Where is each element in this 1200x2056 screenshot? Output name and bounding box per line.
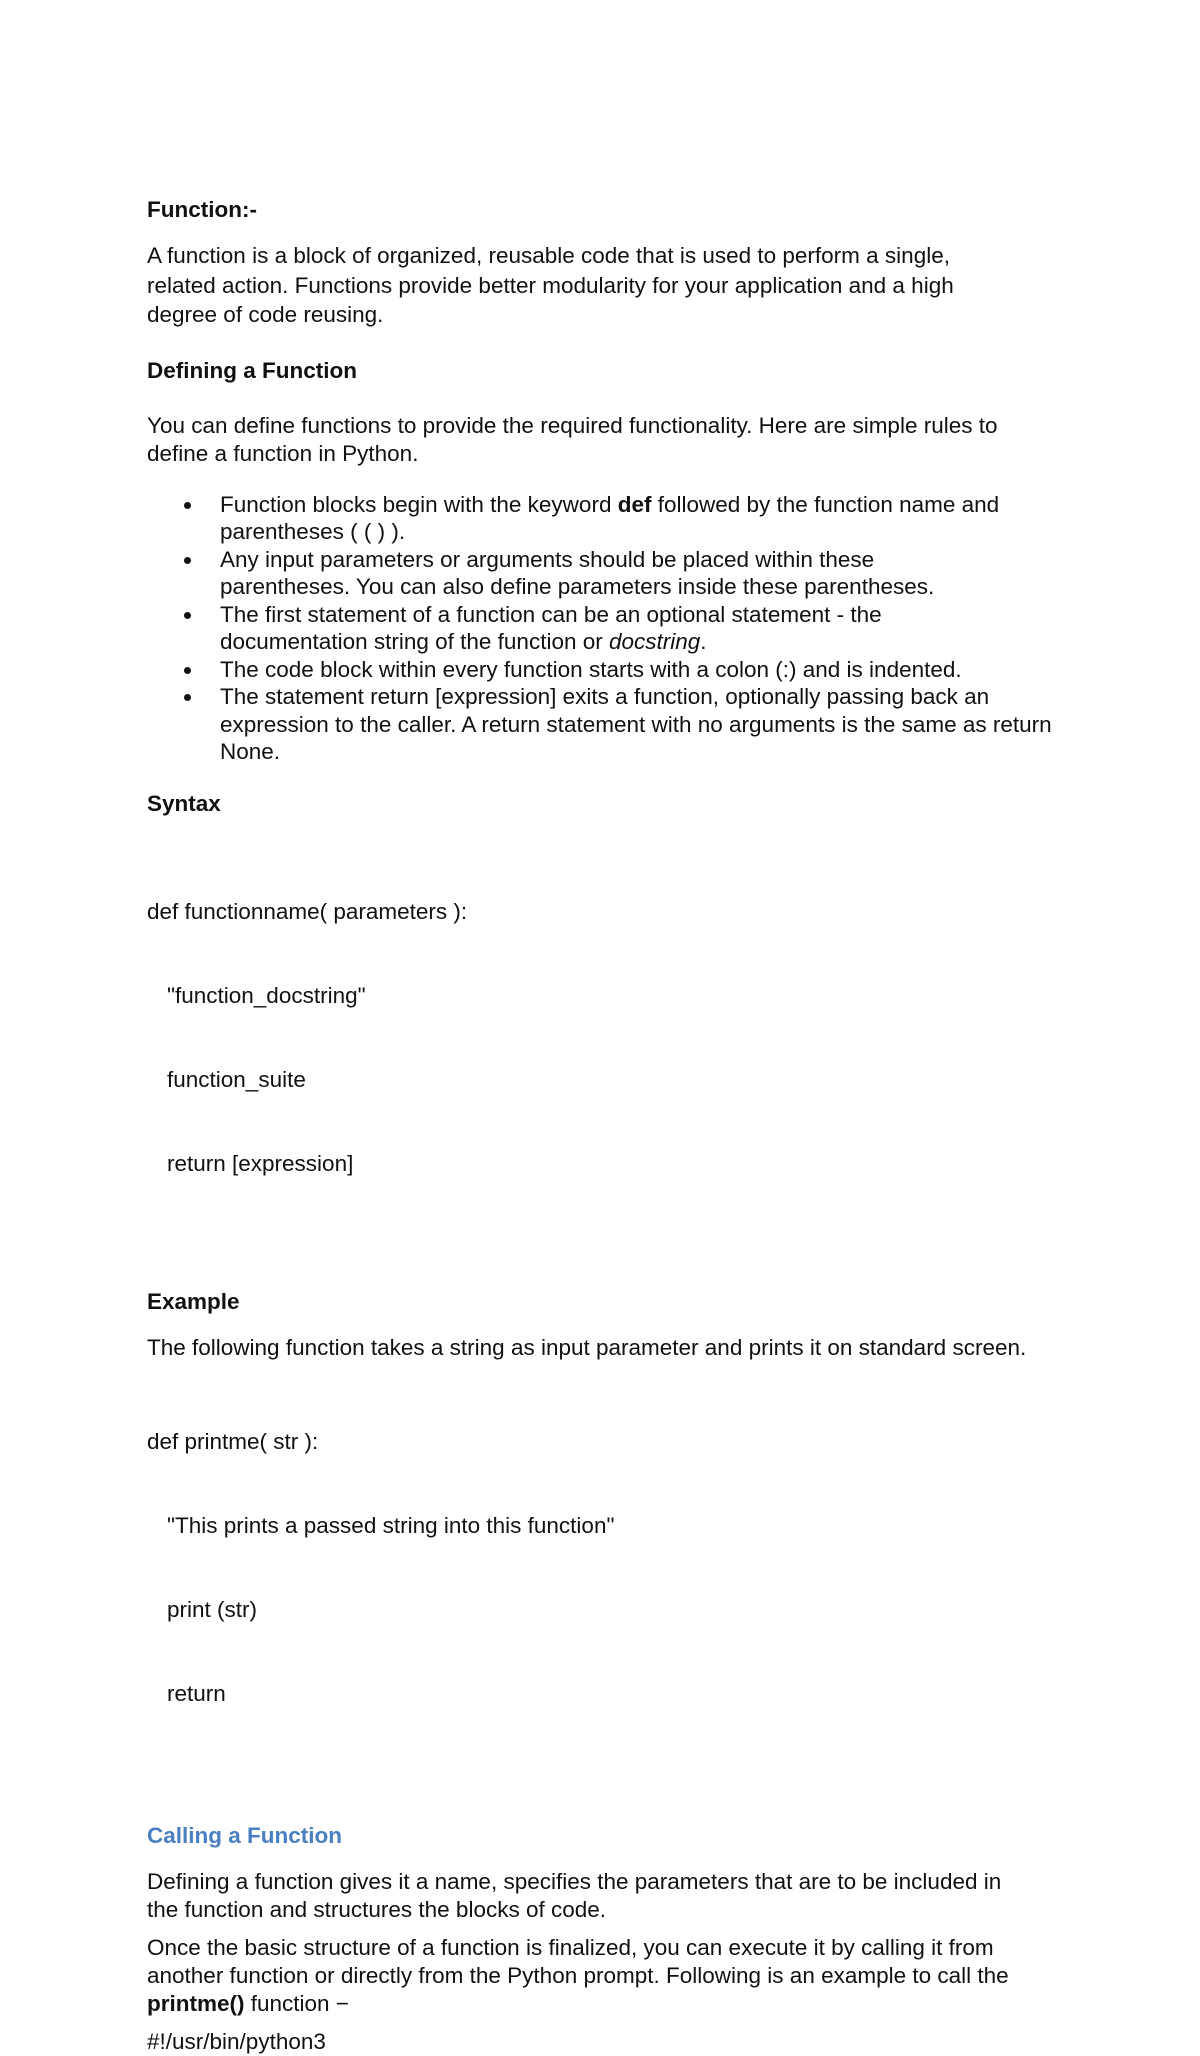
- rule-1-text-after: followed by the function name and parentheses ( ( ) ).: [220, 491, 1000, 544]
- defining-heading: Defining a Function: [147, 357, 357, 383]
- syntax-code-block: [147, 842, 1067, 1234]
- calling-paragraph-2-after: function −: [244, 1990, 349, 2016]
- rule-1-text-before: Function blocks begin with the keyword: [220, 491, 618, 517]
- list-item: [147, 601, 980, 656]
- list-item: [147, 546, 1000, 601]
- function-heading: Function:-: [147, 197, 257, 222]
- example-line: "This prints a passed string into this function": [167, 1512, 615, 1538]
- calling-heading: Calling a Function: [147, 1822, 342, 1848]
- rule-1-keyword: def: [617, 491, 652, 517]
- list-item: [147, 656, 1070, 684]
- calling-paragraph-1: Defining a function gives it a name, specifies the parameters that are to be included in the function and structures the blocks of code.: [147, 1868, 1002, 1922]
- list-item: [147, 683, 1070, 766]
- rule-3-italic: docstring: [608, 629, 701, 654]
- list-item: [147, 491, 1020, 546]
- bullet-icon: [184, 667, 191, 674]
- syntax-heading: Syntax: [147, 790, 221, 816]
- shebang-line: #!/usr/bin/python3: [147, 2028, 326, 2054]
- rule-3-text-before: The first statement of a function can be an optional statement - the documentation string of the function or: [220, 601, 882, 654]
- bullet-icon: [184, 557, 191, 564]
- rule-2-text: Any input parameters or arguments should be placed within these parentheses. You can also define parameters inside these parentheses.: [220, 546, 935, 599]
- rule-5-text: The statement return [expression] exits a function, optionally passing back an expression to the caller. A return statement with no arguments is the same as return None.: [220, 684, 1052, 764]
- example-heading: Example: [147, 1288, 240, 1314]
- example-line: print (str): [167, 1596, 257, 1622]
- example-intro: The following function takes a string as input parameter and prints it on standard screen.: [147, 1334, 1027, 1360]
- document-page: [147, 196, 1067, 2056]
- example-line: return: [167, 1680, 226, 1706]
- bullet-icon: [184, 502, 191, 509]
- bullet-icon: [184, 694, 191, 701]
- function-paragraph: A function is a block of organized, reusable code that is used to perform a single, related action. Functions provide better modularity for your application and a high degree of code reusing.: [147, 243, 954, 327]
- syntax-line: function_suite: [167, 1066, 306, 1092]
- calling-paragraph-2-before: Once the basic structure of a function is finalized, you can execute it by calling it from another function or directly from the Python prompt. Following is an example to call the: [147, 1934, 1009, 1988]
- syntax-line: "function_docstring": [167, 982, 366, 1008]
- example-line: def printme( str ):: [147, 1428, 319, 1454]
- syntax-line: return [expression]: [167, 1150, 354, 1176]
- rule-4-text: The code block within every function starts with a colon (:) and is indented.: [220, 656, 962, 682]
- calling-paragraph-2: [147, 1934, 1067, 2018]
- printme-keyword: printme(): [147, 1990, 245, 2016]
- defining-intro: You can define functions to provide the required functionality. Here are simple rules to define a function in Python.: [147, 412, 998, 466]
- rule-3-text-after: .: [700, 629, 707, 654]
- syntax-line: def functionname( parameters ):: [147, 898, 468, 924]
- example-code-block: [147, 1372, 1067, 1764]
- rules-list: [147, 491, 1067, 766]
- bullet-icon: [184, 612, 191, 619]
